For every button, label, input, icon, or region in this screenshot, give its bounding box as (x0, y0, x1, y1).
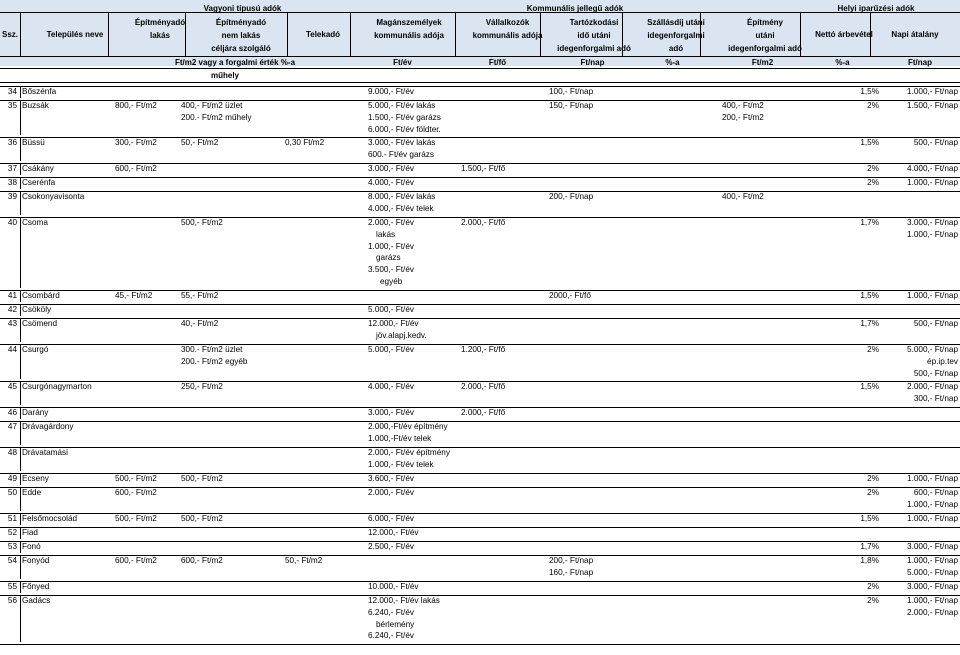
cell-netto: 2% (867, 488, 879, 497)
column-header: utáni (755, 31, 775, 40)
settlement-name: Csurgó (22, 345, 49, 354)
row-separator (0, 541, 960, 542)
cell-maganszemely: 4.000,- Ft/év (368, 382, 414, 391)
header-divider (540, 12, 541, 56)
cell-napi: 5.000,- Ft/nap (907, 567, 958, 577)
settlement-name: Csombárd (22, 291, 60, 300)
row-number-divider (20, 527, 21, 539)
cell-napi: 300,- Ft/nap (913, 393, 958, 403)
cell-netto: 2% (867, 101, 879, 110)
cell-maganszemely: 2.000,-Ft/év építmény (368, 422, 448, 431)
row-separator (0, 581, 960, 582)
cell-lakas: 500,- Ft/m2 (115, 474, 157, 483)
cell-lakas: 45,- Ft/m2 (115, 291, 153, 300)
row-number: 43 (7, 319, 17, 328)
cell-maganszemely: 1.000,-Ft/év telek (368, 433, 432, 443)
cell-lakas: 500,- Ft/m2 (115, 514, 157, 523)
cell-maganszemely: 1.000,- Ft/év (368, 241, 414, 251)
settlement-name: Csurgónagymarton (22, 382, 92, 391)
row-separator (0, 304, 960, 305)
settlement-name: Fonyód (22, 556, 50, 565)
cell-napi: 1.000,- Ft/nap (907, 556, 958, 565)
cell-nemlakas: 500,- Ft/m2 (181, 474, 223, 483)
header-divider (350, 12, 351, 56)
cell-tartozkodasi: 200,- Ft/nap (549, 192, 594, 201)
row-number-divider (20, 137, 21, 161)
cell-maganszemely: 6.000,- Ft/év (368, 514, 414, 523)
cell-nemlakas: 500,- Ft/m2 (181, 218, 223, 227)
cell-maganszemely: 5.000,- Ft/év lakás (368, 101, 436, 110)
cell-nemlakas: 400,- Ft/m2 üzlet (181, 101, 243, 110)
row-number-divider (20, 290, 21, 302)
group-header-iparuzesi: Helyi iparűzési adók (837, 4, 915, 13)
cell-maganszemely: jöv.alapj.kedv. (376, 330, 427, 340)
cell-epitmeny: 400,- Ft/m2 (722, 101, 764, 110)
row-separator (0, 595, 960, 596)
settlement-name: Darány (22, 408, 49, 417)
settlement-name: Buzsák (22, 101, 49, 110)
cell-tartozkodasi: 200,- Ft/nap (549, 556, 594, 565)
cell-napi: 3.000,- Ft/nap (907, 218, 958, 227)
unit-header-ft-ev: Ft/év (393, 58, 412, 67)
column-header: Tartózkodási (569, 18, 619, 27)
row-number-divider (20, 473, 21, 485)
column-header: Építményadó (134, 18, 186, 27)
cell-maganszemely: 5.000,- Ft/év (368, 305, 414, 314)
row-separator (0, 86, 960, 87)
header-divider (700, 12, 701, 56)
cell-maganszemely: 2.500,- Ft/év (368, 542, 414, 551)
cell-maganszemely: bérlemény (376, 619, 415, 629)
cell-napi: 5.000,- Ft/nap (907, 345, 958, 354)
cell-epitmeny: 200,- Ft/m2 (722, 112, 764, 122)
cell-netto: 1,5% (860, 138, 879, 147)
cell-napi: 2.000,- Ft/nap (907, 607, 958, 617)
cell-maganszemely: 1.000,- Ft/év telek (368, 459, 434, 469)
cell-netto: 2% (867, 345, 879, 354)
cell-lakas: 600,- Ft/m2 (115, 488, 157, 497)
group-header-kommunalis: Kommunális jellegű adók (526, 4, 624, 13)
column-header: Szállásdíj utáni (647, 18, 705, 27)
row-number: 49 (7, 474, 17, 483)
settlement-name: Csokonyavisonta (22, 192, 85, 201)
header-divider (20, 12, 21, 56)
cell-maganszemely: 4.000,- Ft/év (368, 178, 414, 187)
header-divider (622, 12, 623, 56)
row-number: 52 (7, 528, 17, 537)
column-header: Építmény (746, 18, 783, 27)
cell-maganszemely: 3.000,- Ft/év lakás (368, 138, 436, 147)
settlement-name: Drávagárdony (22, 422, 74, 431)
group-header-vagyoni: Vagyoni típusú adók (203, 4, 282, 13)
settlement-name: Csököly (22, 305, 52, 314)
unit-header-ft-nap: Ft/nap (580, 58, 605, 67)
cell-nemlakas: 200.- Ft/m2 egyéb (181, 356, 248, 366)
cell-nemlakas: 250,- Ft/m2 (181, 382, 223, 391)
column-header: kommunális adója (472, 31, 543, 40)
cell-netto: 1,5% (860, 382, 879, 391)
cell-netto: 1,5% (860, 291, 879, 300)
cell-nemlakas: 50,- Ft/m2 (181, 138, 219, 147)
cell-netto: 1,5% (860, 87, 879, 96)
column-header: Napi átalány (891, 30, 939, 39)
cell-maganszemely: 12.000,- Ft/év (368, 319, 419, 328)
cell-maganszemely: 9.000,- Ft/év (368, 87, 414, 96)
column-header: nem lakás (221, 31, 261, 40)
cell-maganszemely: 5.000,- Ft/év (368, 345, 414, 354)
row-number-divider (20, 344, 21, 379)
cell-maganszemely: 12.000,- Ft/év (368, 528, 419, 537)
row-number: 40 (7, 218, 17, 227)
row-number-divider (20, 447, 21, 471)
cell-tartozkodasi: 160,- Ft/nap (549, 567, 594, 577)
cell-maganszemely: 6.240,- Ft/év (368, 607, 414, 617)
cell-vallalkozo: 2.000,- Ft/fő (461, 218, 506, 227)
cell-napi: 1.000,- Ft/nap (907, 596, 958, 605)
unit-header-property: Ft/m2 vagy a forgalmi érték %-a (174, 58, 296, 67)
cell-tartozkodasi: 100,- Ft/nap (549, 87, 594, 96)
cell-maganszemely: 3.500,- Ft/év (368, 265, 414, 275)
settlement-name: Főnyed (22, 582, 50, 591)
cell-maganszemely: 2.000,- Ft/év (368, 218, 414, 227)
row-number-divider (20, 217, 21, 288)
column-header: Telekadó (305, 30, 341, 39)
row-number: 34 (7, 87, 17, 96)
cell-telek: 50,- Ft/m2 (285, 556, 323, 565)
settlement-name: Bőszénfa (22, 87, 57, 96)
settlement-name: Csákány (22, 164, 54, 173)
header-divider (185, 12, 186, 56)
row-separator (0, 318, 960, 319)
cell-vallalkozo: 1.500,- Ft/fő (461, 164, 506, 173)
row-separator (0, 527, 960, 528)
cell-lakas: 800,- Ft/m2 (115, 101, 157, 110)
cell-napi: 3.000,- Ft/nap (907, 542, 958, 551)
unit-header-muhely: műhely (210, 71, 239, 80)
cell-tartozkodasi: 2000,- Ft/fő (549, 291, 591, 300)
header-line (0, 12, 960, 13)
header-divider (455, 12, 456, 56)
cell-nemlakas: 500,- Ft/m2 (181, 514, 223, 523)
row-number-divider (20, 407, 21, 419)
row-number: 46 (7, 408, 17, 417)
row-number: 37 (7, 164, 17, 173)
cell-maganszemely: 6.240,- Ft/év (368, 631, 414, 641)
cell-epitmeny: 400,- Ft/m2 (722, 192, 764, 201)
cell-maganszemely: 10.000,- Ft/év (368, 582, 419, 591)
cell-nemlakas: 40,- Ft/m2 (181, 319, 219, 328)
settlement-name: Edde (22, 488, 42, 497)
row-number-divider (20, 304, 21, 316)
cell-napi: 600,- Ft/nap (913, 488, 958, 497)
settlement-name: Gadács (22, 596, 51, 605)
header-line (0, 68, 960, 69)
row-separator (0, 421, 960, 422)
cell-netto: 1,5% (860, 514, 879, 523)
settlement-name: Ecseny (22, 474, 49, 483)
cell-napi: 1.000,- Ft/nap (907, 499, 958, 509)
settlement-name: Fonó (22, 542, 41, 551)
row-number-divider (20, 581, 21, 593)
row-number: 51 (7, 514, 17, 523)
cell-nemlakas: 300.- Ft/m2 üzlet (181, 345, 243, 354)
column-header: idő utáni (577, 31, 611, 40)
cell-maganszemely: lakás (376, 229, 396, 239)
cell-napi: 1.000,- Ft/nap (907, 87, 958, 96)
row-number-divider (20, 100, 21, 135)
cell-maganszemely: garázs (376, 253, 401, 263)
row-number: 45 (7, 382, 17, 391)
row-number-divider (20, 163, 21, 175)
column-header: Nettó árbevétel (815, 30, 873, 39)
row-number-divider (20, 381, 21, 405)
column-header: idegenforgalmi adó (557, 44, 631, 53)
cell-netto: 1,8% (860, 556, 879, 565)
unit-header-percent: %-a (665, 58, 680, 67)
row-number-divider (20, 595, 21, 642)
settlement-name: Csömend (22, 319, 58, 328)
row-number: 53 (7, 542, 17, 551)
cell-napi: 1.000,- Ft/nap (907, 291, 958, 300)
cell-napi: ép.ip.tev (927, 356, 958, 366)
column-header: Ssz. (1, 30, 18, 39)
cell-napi: 1.000,- Ft/nap (907, 514, 958, 523)
row-separator (0, 644, 960, 645)
settlement-name: Büssü (22, 138, 45, 147)
column-header: idegenforgalmi adó (728, 44, 802, 53)
row-number-divider (20, 513, 21, 525)
cell-vallalkozo: 2.000,- Ft/fő (461, 382, 506, 391)
row-number-divider (20, 487, 21, 511)
cell-maganszemely: 2.000,- Ft/év (368, 488, 414, 497)
cell-maganszemely: 6.000,- Ft/év földter. (368, 124, 441, 134)
header-divider (108, 12, 109, 56)
unit-header-napi: Ft/nap (908, 58, 932, 67)
cell-netto: 2% (867, 474, 879, 483)
row-number: 56 (7, 596, 17, 605)
row-number: 36 (7, 138, 17, 147)
row-number-divider (20, 191, 21, 215)
cell-netto: 2% (867, 596, 879, 605)
row-number: 47 (7, 422, 17, 431)
cell-maganszemely: 4.000,- Ft/év telek (368, 203, 434, 213)
cell-maganszemely: 3.600,- Ft/év (368, 474, 414, 483)
row-number-divider (20, 318, 21, 342)
row-separator (0, 177, 960, 178)
cell-napi: 1.000,- Ft/nap (907, 229, 958, 239)
cell-netto: 1,7% (860, 218, 879, 227)
cell-maganszemely: 12.000,- Ft/év lakás (368, 596, 440, 605)
cell-napi: 500,- Ft/nap (913, 138, 958, 147)
settlement-name: Felsőmocsolád (22, 514, 78, 523)
column-header: Építményadó (215, 18, 267, 27)
cell-netto: 2% (867, 178, 879, 187)
cell-maganszemely: egyéb (380, 277, 403, 286)
row-separator (0, 191, 960, 192)
header-divider (870, 12, 871, 56)
cell-nemlakas: 600,- Ft/m2 (181, 556, 223, 565)
cell-maganszemely: 3.000,- Ft/év (368, 408, 414, 417)
cell-lakas: 300,- Ft/m2 (115, 138, 157, 147)
cell-napi: 1.000,- Ft/nap (907, 474, 958, 483)
cell-maganszemely: 1.500,- Ft/év garázs (368, 112, 441, 122)
cell-lakas: 600,- Ft/m2 (115, 556, 157, 565)
cell-netto: 1,7% (860, 542, 879, 551)
row-separator (0, 447, 960, 448)
header-line (0, 56, 960, 57)
row-number: 55 (7, 582, 17, 591)
row-number: 48 (7, 448, 17, 457)
row-number-divider (20, 541, 21, 553)
column-header: adó (668, 44, 684, 53)
row-number-divider (20, 86, 21, 98)
cell-telek: 0,30 Ft/m2 (285, 138, 325, 147)
unit-header-ft-m2: Ft/m2 (751, 58, 774, 67)
cell-netto: 2% (867, 164, 879, 173)
cell-napi: 4.000,- Ft/nap (907, 164, 958, 173)
cell-napi: 500,- Ft/nap (913, 368, 958, 378)
column-header: kommunális adója (374, 31, 444, 40)
column-header: Magánszemélyek (376, 18, 442, 27)
cell-maganszemely: 3.000,- Ft/év (368, 164, 414, 173)
cell-napi: 1.500,- Ft/nap (907, 101, 958, 110)
header-divider (800, 12, 801, 56)
settlement-name: Fiad (22, 528, 38, 537)
cell-napi: 3.000,- Ft/nap (907, 582, 958, 591)
cell-maganszemely: 600.- Ft/év garázs (368, 149, 434, 159)
row-number-divider (20, 555, 21, 579)
cell-napi: 1.000,- Ft/nap (907, 178, 958, 187)
row-number: 38 (7, 178, 17, 187)
column-header: idegenforgalmi (647, 31, 705, 40)
column-header: Település neve (46, 30, 104, 39)
row-number: 39 (7, 192, 17, 201)
cell-vallalkozo: 2.000,- Ft/fő (461, 408, 506, 417)
cell-vallalkozo: 1.200,- Ft/fő (461, 345, 506, 354)
cell-nemlakas: 55,- Ft/m2 (181, 291, 219, 300)
row-number-divider (20, 177, 21, 189)
header-line (0, 82, 960, 83)
settlement-name: Csoma (22, 218, 48, 227)
settlement-name: Cserénfa (22, 178, 56, 187)
unit-header-ft-fo: Ft/fő (488, 58, 507, 67)
row-number: 50 (7, 488, 17, 497)
column-header: céljára szolgáló (211, 44, 271, 53)
row-number: 35 (7, 101, 17, 110)
unit-header-netto-percent: %-a (835, 58, 850, 67)
cell-netto: 2% (867, 582, 879, 591)
cell-netto: 1,7% (860, 319, 879, 328)
cell-napi: 500,- Ft/nap (913, 319, 958, 328)
cell-tartozkodasi: 150,- Ft/nap (549, 101, 594, 110)
cell-maganszemely: 8.000,- Ft/év lakás (368, 192, 436, 201)
cell-maganszemely: 2.000,- Ft/év építmény (368, 448, 450, 457)
row-number: 44 (7, 345, 17, 354)
cell-lakas: 600,- Ft/m2 (115, 164, 157, 173)
header-divider (287, 12, 288, 56)
column-header: lakás (149, 31, 171, 40)
row-number: 42 (7, 305, 17, 314)
cell-nemlakas: 200.- Ft/m2 műhely (181, 112, 252, 122)
column-header: Vállalkozók (485, 18, 530, 27)
row-number: 54 (7, 556, 17, 565)
cell-napi: 2.000,- Ft/nap (907, 382, 958, 391)
row-number-divider (20, 421, 21, 445)
settlement-name: Drávatamási (22, 448, 68, 457)
row-number: 41 (7, 291, 17, 300)
